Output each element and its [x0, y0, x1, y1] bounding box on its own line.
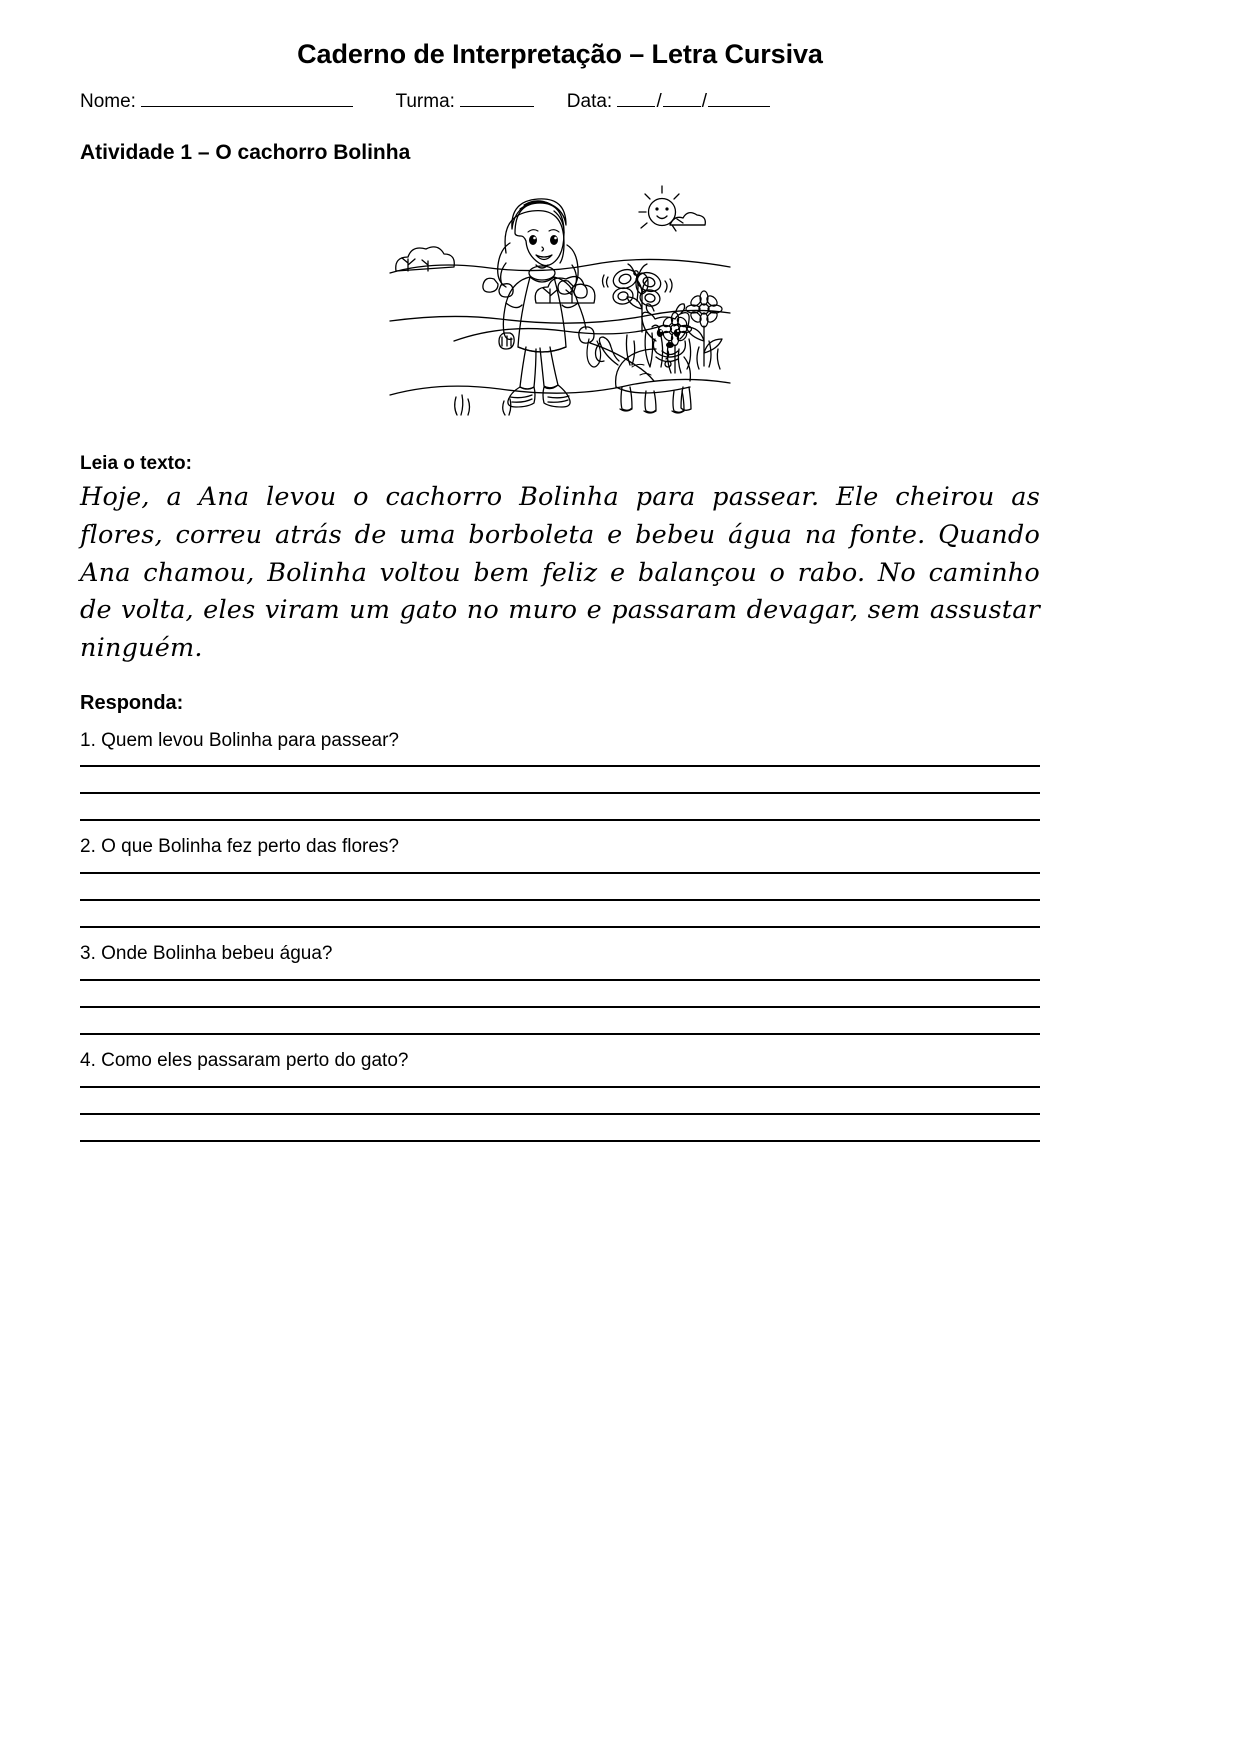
question-block-1 [80, 729, 1040, 822]
question-text-2: 2. O que Bolinha fez perto das flores? [80, 836, 399, 858]
answer-line[interactable] [80, 926, 1040, 928]
answer-line[interactable] [80, 765, 1040, 767]
activity-title: Atividade 1 – O cachorro Bolinha [80, 141, 411, 165]
question-text-4: 4. Como eles passaram perto do gato? [80, 1049, 409, 1071]
nome-label: Nome: [80, 91, 136, 113]
answer-line[interactable] [80, 792, 1040, 794]
data-month-blank[interactable] [663, 90, 701, 107]
answer-line[interactable] [80, 1086, 1040, 1088]
reading-passage: Hoje, a Ana levou o cachorro Bolinha para passear. Ele cheirou as flores, correu atrás de uma borboleta e bebeu água na fonte. Quando Ana chamou, Bolinha voltou bem feliz e balançou o rabo. No caminho de volta, eles viram um gato no muro e passaram devagar, sem assustar ninguém. [80, 482, 1040, 664]
answer-line[interactable] [80, 1140, 1040, 1142]
question-block-2 [80, 835, 1040, 928]
read-text-label: Leia o texto: [80, 453, 192, 475]
nome-input-blank[interactable] [141, 90, 353, 107]
question-text-1: 1. Quem levou Bolinha para passear? [80, 729, 399, 751]
answer-lines-3 [80, 979, 1040, 1035]
girl-walking-dog-coloring-illustration [384, 181, 736, 431]
answer-lines-2 [80, 872, 1040, 928]
turma-input-blank[interactable] [460, 90, 534, 107]
bush-left [396, 247, 455, 271]
data-year-blank[interactable] [708, 90, 770, 107]
flower-cluster-right [626, 273, 722, 373]
sun-icon [639, 186, 683, 231]
grass-tufts-left [455, 395, 511, 415]
answer-line[interactable] [80, 819, 1040, 821]
answer-line[interactable] [80, 979, 1040, 981]
daisy-2 [659, 313, 692, 374]
data-label: Data: [566, 91, 613, 113]
answer-line[interactable] [80, 872, 1040, 874]
answer-line[interactable] [80, 1006, 1040, 1008]
turma-label: Turma: [395, 91, 455, 113]
answer-line[interactable] [80, 1113, 1040, 1115]
question-block-3 [80, 942, 1040, 1035]
page-content [80, 0, 1040, 1142]
date-separator-1: / [656, 91, 662, 113]
date-separator-2: / [701, 91, 708, 113]
question-text-3: 3. Onde Bolinha bebeu água? [80, 943, 333, 965]
dog-figure [596, 304, 692, 413]
page-title: Caderno de Interpretação – Letra Cursiva [297, 39, 823, 69]
answer-line[interactable] [80, 899, 1040, 901]
answer-lines-1 [80, 765, 1040, 821]
data-day-blank[interactable] [617, 90, 655, 107]
answer-section-label: Responda: [80, 691, 184, 714]
student-identification-row [80, 90, 1040, 115]
illustration-container [80, 181, 1040, 431]
answer-line[interactable] [80, 1033, 1040, 1035]
question-block-4 [80, 1049, 1040, 1142]
answer-lines-4 [80, 1086, 1040, 1142]
